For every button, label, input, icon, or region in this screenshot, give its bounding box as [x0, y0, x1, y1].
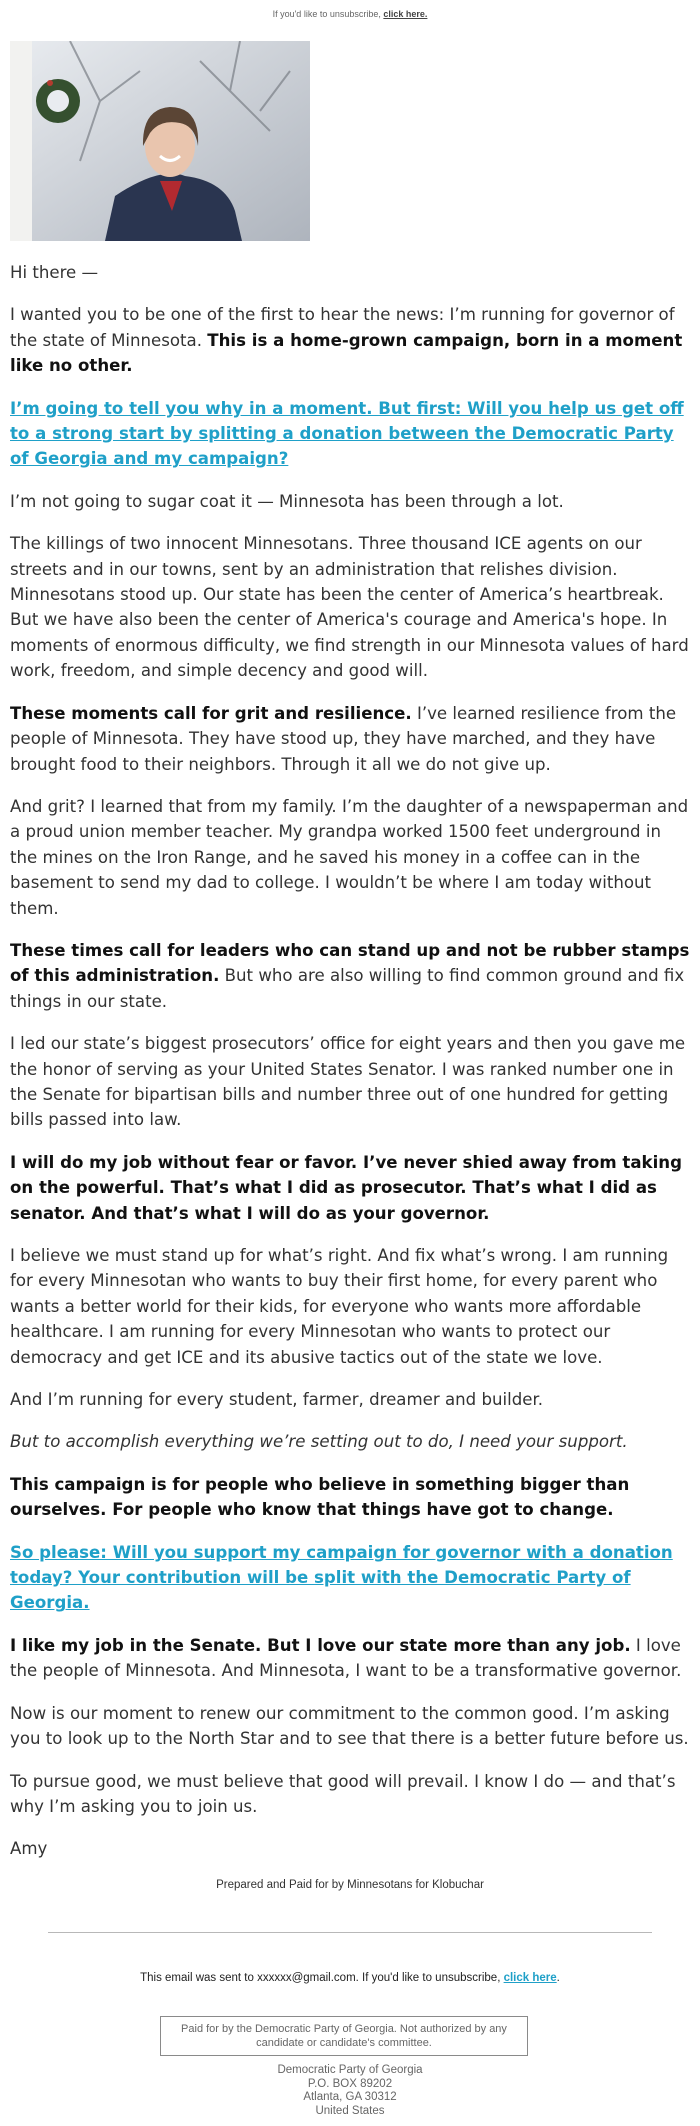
paragraph-killings: The killings of two innocent Minnesotans. Three thousand ICE agents on our streets and in our towns, sent by an administration that relishes division. Minnesotans stood up. Our state has been the center of America’s heartbreak. But we have also been the center of America's courage and America's hope. In moments of enormous difficulty, we find strength in our Minnesota values of hard work, freedom, and simple decency and good will. [10, 534, 689, 681]
greeting: Hi there — [10, 263, 99, 282]
cta-donate-2 [10, 1540, 690, 1616]
bigger-bold: This campaign is for people who believe in something bigger than ourselves. For people who know that things have got to change. [10, 1474, 630, 1520]
fearless-bold: I will do my job without fear or favor. I’ve never shied away from taking on the powerful. That’s what I did as prosecutor. That’s what I did as senator. And that’s what I will do as your governor. [10, 1152, 682, 1223]
paragraph-record: I led our state’s biggest prosecutors’ office for eight years and then you gave me the honor of serving as your United States Senator. I was ranked number one in the Senate for bipartisan bills and number three out of one hundred for getting bills passed into law. [10, 1034, 686, 1130]
sent-notice [0, 1972, 700, 1984]
paragraph-love-state [10, 1633, 690, 1684]
paragraph-running: And I’m running for every student, farmer, dreamer and builder. [10, 1390, 544, 1410]
donate-link-2[interactable]: So please: Will you support my campaign for governor with a donation today? Your contribution will be split with the Democratic Party of Georgia. [10, 1542, 673, 1613]
address-org: Democratic Party of Georgia [277, 2064, 423, 2076]
paragraph-north-star: Now is our moment to renew our commitment to the common good. I’m asking you to look up to the North Star and to see that there is a better future before us. [10, 1703, 689, 1749]
signoff: Amy [10, 1839, 48, 1859]
paragraph-join-us: To pursue good, we must believe that good will prevail. I know I do — and that’s why I’m asking you to join us. [10, 1771, 676, 1816]
paragraph-support [10, 1429, 690, 1454]
unsubscribe-link[interactable]: click here. [383, 9, 428, 19]
paragraph-sugar-coat: I’m not going to sugar coat it — Minnesota has been through a lot. [10, 491, 564, 511]
paragraph-grit [10, 701, 690, 777]
love-state-bold: I like my job in the Senate. But I love our state more than any job. [10, 1635, 631, 1655]
unsubscribe-prefix: If you'd like to unsubscribe, [272, 9, 381, 19]
paragraph-leaders [10, 938, 690, 1014]
paragraph-fearless [10, 1150, 690, 1226]
hero-photo [10, 41, 310, 241]
love-state-text: I love the people of Minnesota. And Minnesota, I want to be a transformative governor. [10, 1635, 682, 1681]
paragraph-stand-up: I believe we must stand up for what’s right. And fix what’s wrong. I am running for every Minnesotan who wants to buy their first home, for every parent who wants a better world for their kids, for everyone who wants more affordable healthcare. I am running for every Minnesotan who wants to protect our democracy and get ICE and its abusive tactics out of the state we love. [10, 1246, 669, 1367]
paragraph-family: And grit? I learned that from my family. I’m the daughter of a newspaperman and a proud union member teacher. My grandpa worked 1500 feet underground in the mines on the Iron Range, and he saved his money in a coffee can in the basement to send my dad to college. I wouldn’t be where I am today without them. [10, 796, 689, 918]
cta-donate-1 [10, 396, 690, 472]
paid-for-text: Paid for by the Democratic Party of Georgia. Not authorized by any candidate or candidate's committee. [181, 2023, 507, 2049]
grit-text: I’ve learned resilience from the people of Minnesota. They have stood up, they have marched, and they have brought food to their neighbors. Through it all we do not give up. [10, 703, 677, 774]
paragraph-announcement [10, 302, 690, 378]
address-box: P.O. BOX 89202 [307, 2077, 393, 2090]
grit-bold: These moments call for grit and resilience. [10, 703, 412, 723]
sent-suffix: . [556, 1972, 560, 1984]
paragraph-bigger [10, 1472, 690, 1523]
footer-unsubscribe-link[interactable]: click here [503, 1972, 557, 1984]
portrait-photo-icon [10, 41, 310, 241]
address-country: United States [315, 2104, 385, 2117]
announcement-bold: This is a home-grown campaign, born in a moment like no other. [10, 330, 683, 376]
paid-for-box [160, 2016, 528, 2056]
header-unsubscribe [0, 9, 700, 19]
footer-divider [48, 1932, 652, 1933]
leaders-bold: These times call for leaders who can stand up and not be rubber stamps of this administration. [10, 940, 690, 986]
email-body [10, 260, 690, 1879]
announcement-text: I wanted you to be one of the first to hear the news: I’m running for governor of the state of Minnesota. [10, 305, 675, 350]
support-italic: But to accomplish everything we’re setting out to do, I need your support. [10, 1432, 628, 1452]
leaders-text: But who are also willing to find common ground and fix things in our state. [10, 966, 685, 1011]
mailing-address [0, 2064, 700, 2118]
sent-prefix: This email was sent to xxxxxx@gmail.com. If you'd like to unsubscribe, [140, 1972, 504, 1984]
prepared-by: Prepared and Paid for by Minnesotans for Klobuchar [216, 1879, 484, 1891]
address-city: Atlanta, GA 30312 [303, 2091, 397, 2103]
donate-link-1[interactable]: I’m going to tell you why in a moment. But first: Will you help us get off to a strong start by splitting a donation between the Democratic Party of Georgia and my campaign? [10, 398, 684, 469]
